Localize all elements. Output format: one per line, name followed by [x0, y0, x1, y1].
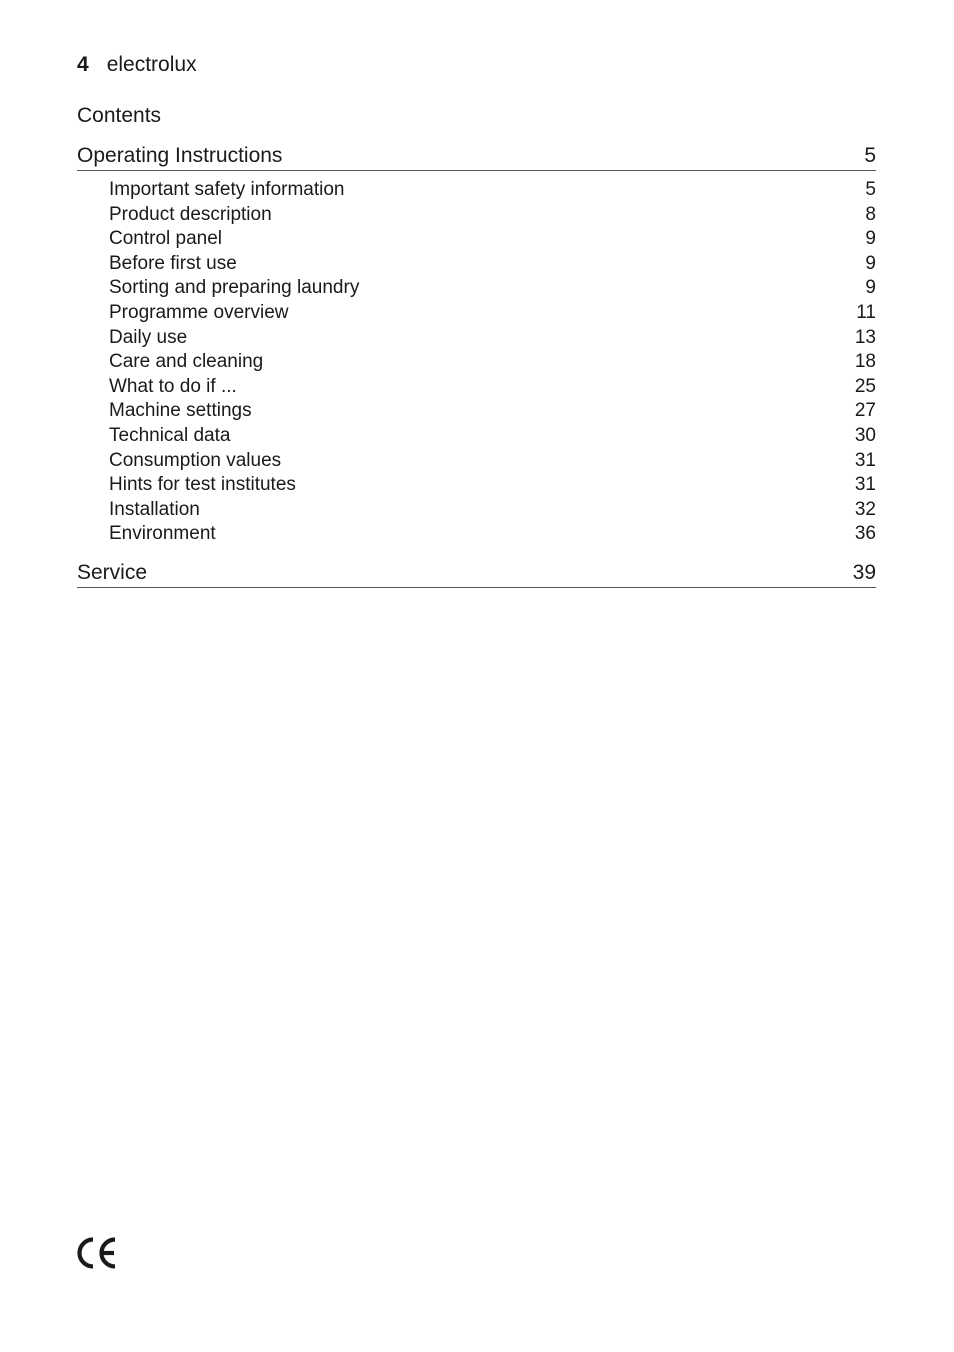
toc-section-heading[interactable] [77, 143, 876, 171]
toc-item-label: Important safety information [109, 179, 345, 200]
toc-item[interactable] [77, 399, 876, 424]
toc-item-label: Programme overview [109, 301, 289, 323]
toc-item-page: 30 [854, 424, 876, 446]
toc-item-list [77, 178, 876, 547]
toc-section-title: Service [77, 561, 148, 584]
toc-item-page: 32 [854, 498, 876, 520]
page-header [77, 52, 197, 78]
toc-item[interactable] [77, 449, 876, 474]
brand-name: electrolux [106, 53, 197, 76]
toc-item-label: Product description [109, 203, 272, 225]
toc-item[interactable] [77, 252, 876, 277]
toc-item[interactable] [77, 522, 876, 547]
toc-section-page: 5 [864, 144, 876, 167]
toc-section-page: 39 [852, 561, 876, 584]
toc-item[interactable] [77, 203, 876, 228]
toc-item[interactable] [77, 350, 876, 375]
toc-item-page: 5 [865, 179, 876, 200]
toc-item-page: 31 [854, 449, 876, 471]
toc-item-page: 25 [854, 375, 876, 397]
toc-item-page: 18 [854, 351, 876, 373]
toc-item-label: Technical data [109, 424, 231, 446]
toc-item[interactable] [77, 473, 876, 498]
toc-item-page: 13 [854, 326, 876, 348]
toc-item[interactable] [77, 178, 876, 203]
toc-item[interactable] [77, 301, 876, 326]
page-number: 4 [77, 53, 89, 76]
toc-item[interactable] [77, 326, 876, 351]
toc-item[interactable] [77, 227, 876, 252]
toc-item-label: What to do if ... [109, 375, 237, 397]
toc-item[interactable] [77, 424, 876, 449]
toc-item-label: Hints for test institutes [109, 474, 296, 496]
toc-item-label: Environment [109, 523, 216, 545]
toc-item-page: 11 [856, 301, 876, 323]
toc-item-page: 31 [854, 474, 876, 496]
toc-item-label: Daily use [109, 326, 188, 348]
toc-item-page: 9 [865, 228, 876, 250]
toc-item[interactable] [77, 276, 876, 301]
toc-section-heading[interactable] [77, 560, 876, 588]
toc-item-label: Care and cleaning [109, 351, 264, 373]
toc-item-page: 8 [865, 203, 876, 225]
toc-item-page: 36 [854, 523, 876, 545]
toc-section-service [77, 560, 876, 588]
toc-section-operating-instructions [77, 143, 876, 547]
toc-item-page: 27 [854, 400, 876, 422]
toc-section-title: Operating Instructions [77, 144, 283, 167]
ce-mark-icon [76, 1236, 120, 1270]
toc-item-page: 9 [865, 252, 876, 274]
toc-item[interactable] [77, 375, 876, 400]
toc-item-label: Machine settings [109, 400, 252, 422]
contents-title: Contents [77, 104, 162, 127]
toc-item-page: 9 [865, 277, 876, 299]
toc-item-label: Installation [109, 498, 200, 520]
toc-item[interactable] [77, 498, 876, 523]
toc-item-label: Before first use [109, 252, 237, 274]
toc-item-label: Consumption values [109, 449, 282, 471]
toc-item-label: Control panel [109, 228, 223, 250]
toc-item-label: Sorting and preparing laundry [109, 277, 360, 299]
